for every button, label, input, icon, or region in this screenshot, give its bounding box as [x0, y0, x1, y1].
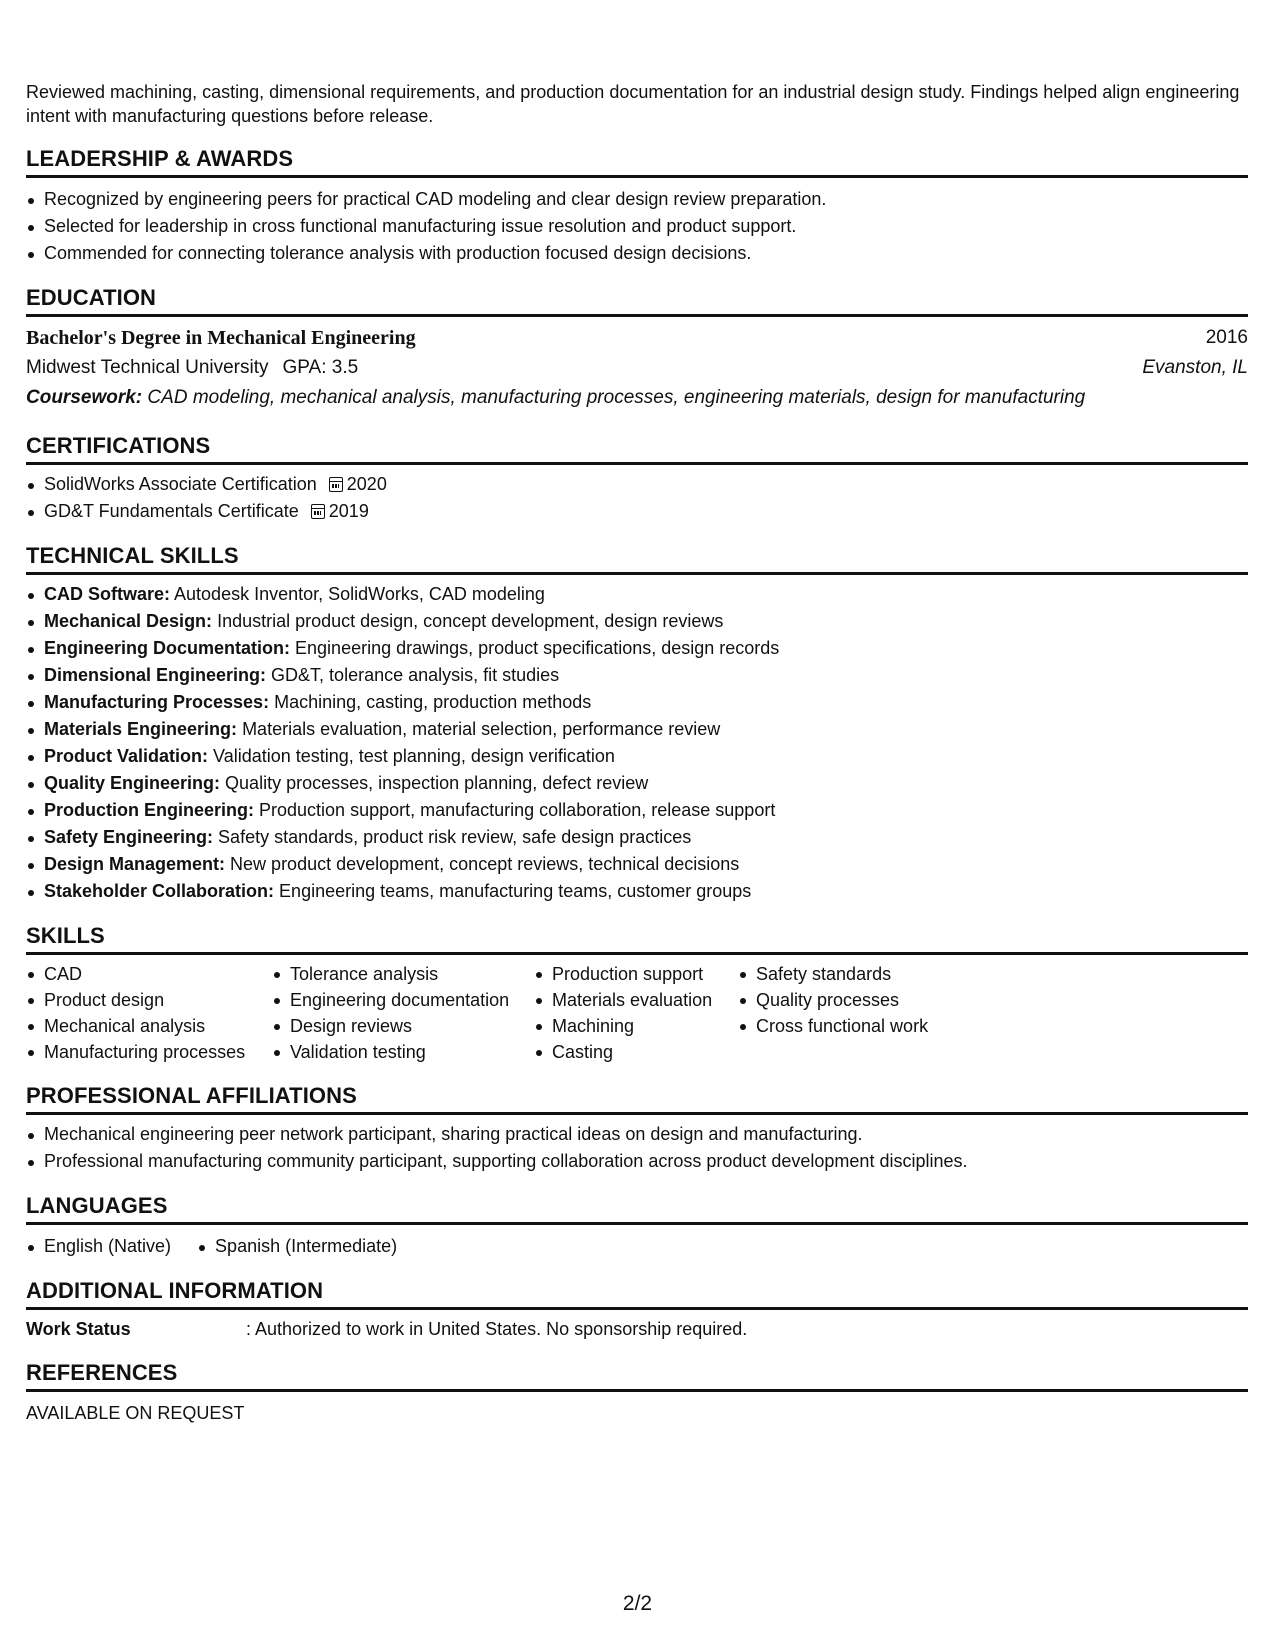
additional-info-section	[26, 1278, 1248, 1342]
skill-value: Quality processes, inspection planning, defect review	[225, 773, 649, 793]
languages-section	[26, 1193, 1248, 1260]
section-title: LEADERSHIP & AWARDS	[26, 146, 1248, 178]
list-item	[44, 797, 1248, 824]
list-item	[44, 608, 1248, 635]
skill-value: Validation testing, test planning, design verification	[213, 746, 615, 766]
list-item: Engineering documentation	[290, 987, 534, 1013]
skill-label: Mechanical Design:	[44, 611, 213, 631]
certifications-section	[26, 433, 1248, 525]
list-item: Tolerance analysis	[290, 961, 534, 987]
list-item: Spanish (Intermediate)	[215, 1233, 397, 1260]
list-item	[44, 689, 1248, 716]
skill-label: Product Validation:	[44, 746, 209, 766]
list-item	[44, 743, 1248, 770]
section-title: PROFESSIONAL AFFILIATIONS	[26, 1083, 1248, 1115]
work-status-row	[26, 1316, 1248, 1342]
certification-year: 2020	[346, 474, 387, 494]
skill-value: Autodesk Inventor, SolidWorks, CAD modeling	[174, 584, 545, 604]
skill-label: Quality Engineering:	[44, 773, 221, 793]
school-location: Evanston, IL	[1142, 357, 1248, 378]
references-section	[26, 1360, 1248, 1426]
list-item: Casting	[552, 1039, 738, 1065]
list-item: Production support	[552, 961, 738, 987]
list-item: Quality processes	[756, 987, 996, 1013]
education-school-row	[26, 353, 1248, 383]
skill-value: New product development, concept reviews, technical decisions	[230, 854, 740, 874]
certification-year: 2019	[328, 501, 369, 521]
skill-label: Safety Engineering:	[44, 827, 214, 847]
resume-page	[26, 72, 1248, 1426]
list-item	[44, 851, 1248, 878]
skills-grid	[26, 961, 1248, 1065]
skill-label: Stakeholder Collaboration:	[44, 881, 275, 901]
list-item	[44, 878, 1248, 905]
list-item: English (Native)	[44, 1233, 171, 1260]
leadership-list	[26, 186, 1248, 267]
skill-value: Engineering drawings, product specifications, design records	[295, 638, 780, 658]
list-item: Machining	[552, 1013, 738, 1039]
list-item	[44, 635, 1248, 662]
technical-skills-section	[26, 543, 1248, 905]
section-title: EDUCATION	[26, 285, 1248, 317]
skill-value: Engineering teams, manufacturing teams, customer groups	[279, 881, 752, 901]
affiliations-section	[26, 1083, 1248, 1175]
list-item: Validation testing	[290, 1039, 534, 1065]
list-item: Design reviews	[290, 1013, 534, 1039]
skill-label: CAD Software:	[44, 584, 171, 604]
coursework	[26, 383, 1248, 413]
list-item: Mechanical engineering peer network participant, sharing practical ideas on design and manufacturing.	[44, 1121, 1248, 1148]
skill-label: Production Engineering:	[44, 800, 254, 820]
section-title: TECHNICAL SKILLS	[26, 543, 1248, 575]
education-header-row	[26, 323, 1248, 353]
skills-column	[738, 961, 996, 1065]
degree-title: Bachelor's Degree in Mechanical Engineering	[26, 327, 416, 349]
list-item	[44, 471, 1248, 498]
list-item: Selected for leadership in cross functional manufacturing issue resolution and product support.	[44, 213, 1248, 240]
calendar-icon	[311, 504, 325, 519]
skills-section	[26, 923, 1248, 1065]
skill-value: Safety standards, product risk review, safe design practices	[218, 827, 692, 847]
references-text: AVAILABLE ON REQUEST	[26, 1403, 245, 1423]
section-title: SKILLS	[26, 923, 1248, 955]
section-title: LANGUAGES	[26, 1193, 1248, 1225]
list-item: Materials evaluation	[552, 987, 738, 1013]
leadership-section	[26, 146, 1248, 267]
certification-name: SolidWorks Associate Certification	[44, 474, 317, 494]
coursework-label: Coursework:	[26, 387, 143, 408]
list-item: Safety standards	[756, 961, 996, 987]
skill-value: Machining, casting, production methods	[274, 692, 592, 712]
list-item: Recognized by engineering peers for practical CAD modeling and clear design review preparation.	[44, 186, 1248, 213]
skills-column	[534, 961, 738, 1065]
section-title: ADDITIONAL INFORMATION	[26, 1278, 1248, 1310]
list-item	[44, 716, 1248, 743]
skill-label: Engineering Documentation:	[44, 638, 291, 658]
intro-paragraph: Reviewed machining, casting, dimensional requirements, and production documentation for an industrial design study. Findings helped align engineering intent with manufacturing questions before release.	[26, 82, 1240, 126]
skill-label: Materials Engineering:	[44, 719, 238, 739]
list-item: Commended for connecting tolerance analysis with production focused design decisions.	[44, 240, 1248, 267]
calendar-icon	[329, 477, 343, 492]
skill-value: Industrial product design, concept development, design reviews	[217, 611, 724, 631]
skills-column	[26, 961, 272, 1065]
list-item	[44, 770, 1248, 797]
skills-column	[272, 961, 534, 1065]
school-name: Midwest Technical University	[26, 357, 269, 378]
affiliations-list	[26, 1121, 1248, 1175]
skill-label: Design Management:	[44, 854, 226, 874]
list-item	[44, 824, 1248, 851]
list-item: Product design	[44, 987, 272, 1013]
list-item	[44, 498, 1248, 525]
skill-label: Dimensional Engineering:	[44, 665, 267, 685]
section-title: CERTIFICATIONS	[26, 433, 1248, 465]
work-status-label: Work Status	[26, 1319, 131, 1339]
section-title: REFERENCES	[26, 1360, 1248, 1392]
education-section	[26, 285, 1248, 413]
work-status-value: : Authorized to work in United States. No sponsorship required.	[246, 1319, 748, 1339]
coursework-text: CAD modeling, mechanical analysis, manufacturing processes, engineering materials, design for manufacturing	[147, 387, 1086, 408]
certifications-list	[26, 471, 1248, 525]
gpa: GPA: 3.5	[282, 357, 359, 378]
skill-value: GD&T, tolerance analysis, fit studies	[271, 665, 560, 685]
list-item: Professional manufacturing community participant, supporting collaboration across product development disciplines.	[44, 1148, 1248, 1175]
skill-label: Manufacturing Processes:	[44, 692, 270, 712]
languages-list	[26, 1233, 1248, 1260]
skill-value: Materials evaluation, material selection, performance review	[242, 719, 721, 739]
list-item	[44, 662, 1248, 689]
list-item	[44, 581, 1248, 608]
list-item: Mechanical analysis	[44, 1013, 272, 1039]
graduation-year: 2016	[1205, 327, 1248, 348]
technical-skills-list	[26, 581, 1248, 905]
page-number: 2/2	[622, 1592, 653, 1615]
certification-name: GD&T Fundamentals Certificate	[44, 501, 299, 521]
list-item: Cross functional work	[756, 1013, 996, 1039]
list-item: CAD	[44, 961, 272, 987]
skill-value: Production support, manufacturing collaboration, release support	[259, 800, 776, 820]
list-item: Manufacturing processes	[44, 1039, 272, 1065]
